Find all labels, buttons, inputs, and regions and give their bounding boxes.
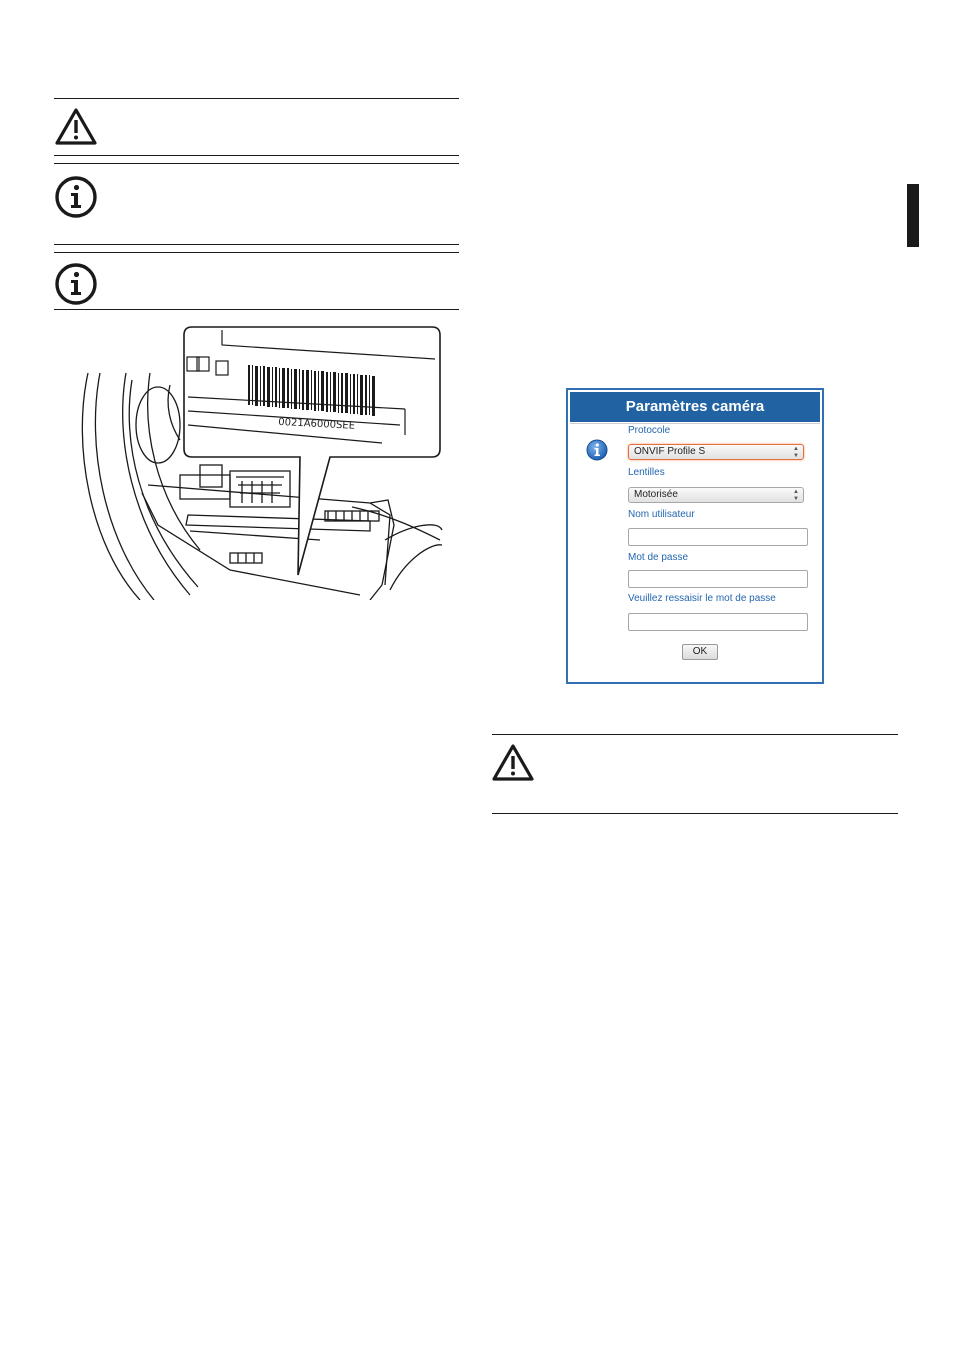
notice-rule-bottom	[492, 813, 898, 814]
notice-rule-bottom	[54, 309, 459, 310]
lenses-select[interactable]	[628, 487, 804, 503]
notice-rule	[54, 163, 459, 164]
notice-rule	[54, 155, 459, 156]
lenses-label: Lentilles	[628, 467, 665, 478]
notice-rule	[54, 252, 459, 253]
password-confirm-label: Veuillez ressaisir le mot de passe	[628, 593, 776, 604]
warning-icon	[54, 107, 98, 147]
ok-button[interactable]: OK	[682, 644, 718, 660]
info-icon	[54, 175, 98, 219]
dialog-body	[570, 423, 820, 680]
password-confirm-input[interactable]	[628, 613, 808, 631]
warning-icon	[491, 743, 535, 783]
protocol-label: Protocole	[628, 425, 671, 436]
camera-settings-dialog	[566, 388, 824, 684]
notice-rule	[54, 244, 459, 245]
barcode-serial-text: 0021A6000SEE	[278, 416, 356, 432]
protocol-select[interactable]	[628, 444, 804, 460]
username-label: Nom utilisateur	[628, 509, 695, 520]
notice-rule-top	[54, 98, 459, 99]
info-icon	[586, 439, 608, 461]
notice-rule-top	[492, 734, 898, 735]
chevron-up-down-icon: ▲ ▼	[793, 489, 799, 502]
info-icon	[54, 262, 98, 306]
password-input[interactable]	[628, 570, 808, 588]
protocol-select-value: ONVIF Profile S	[634, 446, 706, 457]
chapter-marker	[907, 184, 919, 247]
camera-board-illustration	[70, 325, 445, 600]
username-input[interactable]	[628, 528, 808, 546]
password-label: Mot de passe	[628, 552, 689, 563]
dialog-title: Paramètres caméra	[570, 392, 820, 422]
chevron-up-down-icon: ▲ ▼	[793, 446, 799, 459]
lenses-select-value: Motorisée	[634, 489, 678, 500]
